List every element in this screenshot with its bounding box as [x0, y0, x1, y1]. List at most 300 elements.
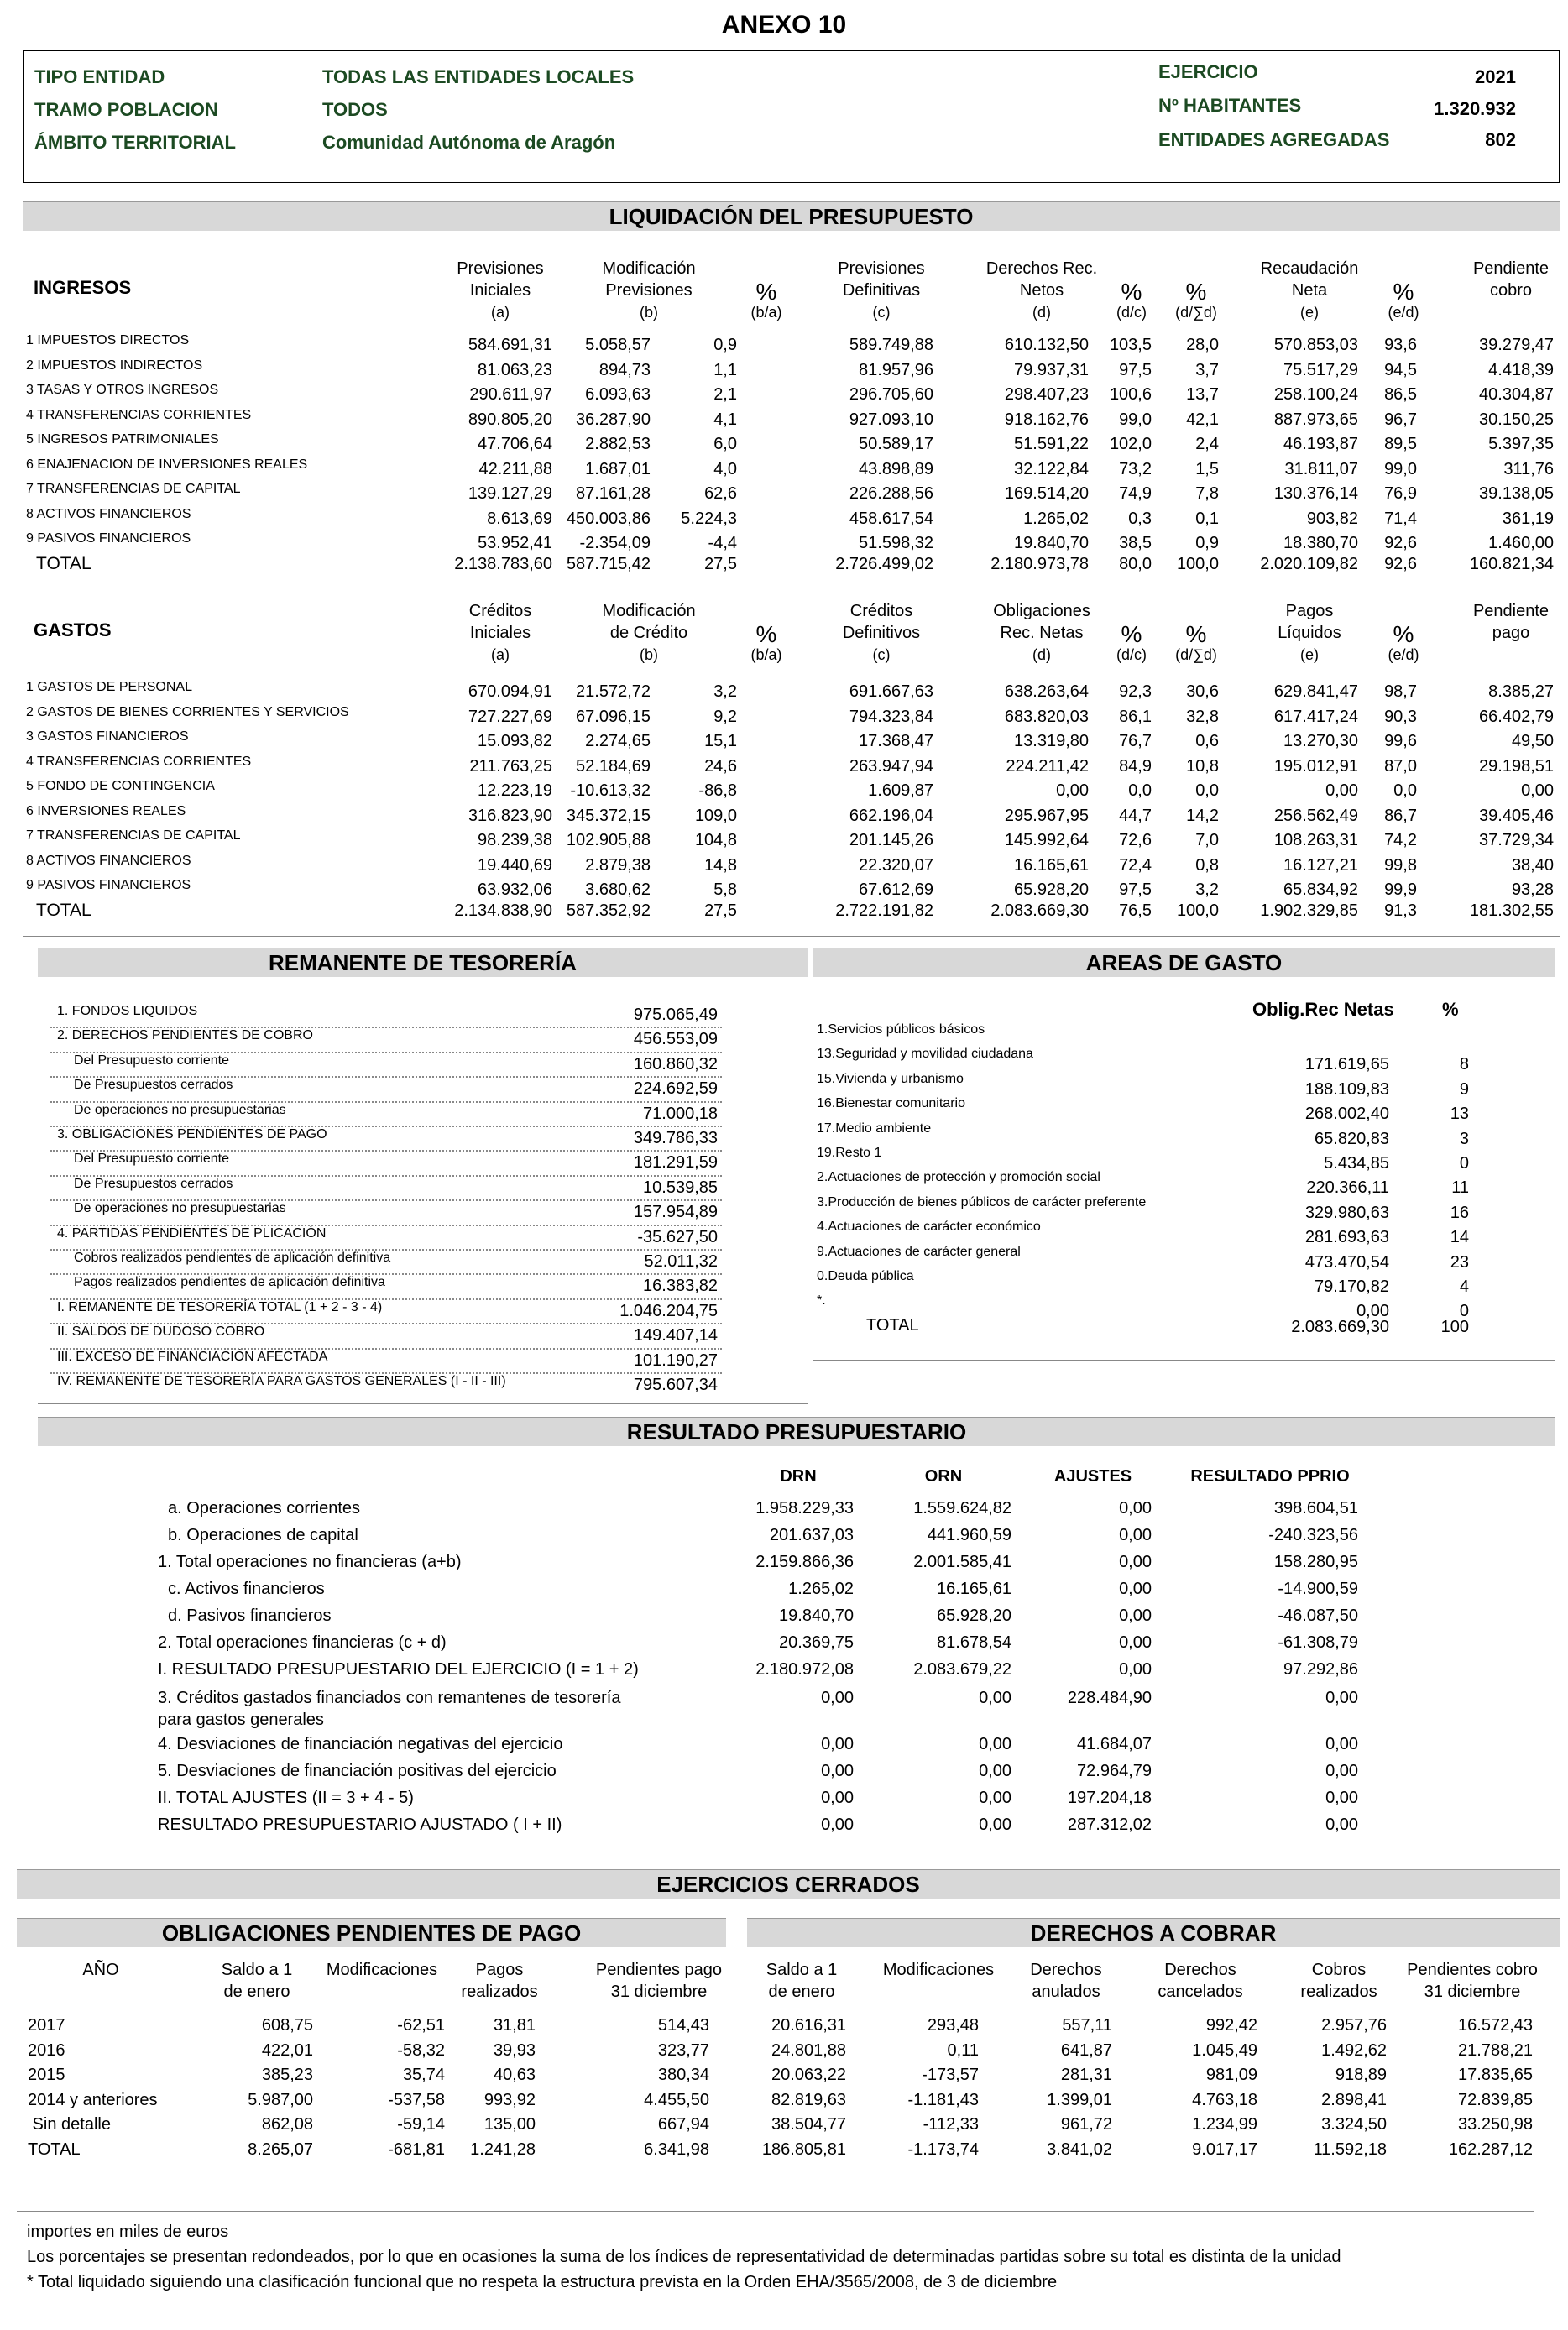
- cerrados-row-value: -537,58: [388, 2090, 445, 2109]
- resultado-row-label: d. Pasivos financieros: [168, 1606, 332, 1625]
- gastos-row-concept: 8 ACTIVOS FINANCIEROS: [26, 853, 191, 868]
- gastos-row-value: 14,2: [1186, 806, 1219, 825]
- remanente-row-label: Pagos realizados pendientes de aplicación definitiva: [74, 1275, 385, 1290]
- gastos-row-value: 93,28: [1511, 880, 1554, 899]
- gastos-row-value: 104,8: [694, 831, 737, 849]
- resultado-row-value: 20.369,75: [779, 1633, 854, 1652]
- gastos-header-l2: %: [1185, 621, 1207, 647]
- cerrados-header-l2: anulados: [1032, 1983, 1100, 2001]
- header-label-ambito: ÁMBITO TERRITORIAL: [34, 132, 236, 153]
- ingresos-header-l1: Previsiones: [838, 259, 925, 278]
- cerrados-header-l1: Modificaciones: [882, 1961, 995, 1979]
- cerrados-header-l2: 31 diciembre: [1424, 1983, 1521, 2001]
- ingresos-row-value: 584.691,31: [468, 336, 552, 354]
- ingresos-row-value: 7,8: [1195, 484, 1219, 503]
- gastos-row-value: 0,6: [1195, 732, 1219, 750]
- gastos-row-value: 10,8: [1186, 756, 1219, 776]
- ingresos-row-value: 73,2: [1119, 459, 1152, 478]
- cerrados-row-value: 8.265,07: [248, 2139, 313, 2159]
- remanente-row-value: 456.553,09: [633, 1030, 718, 1049]
- cerrados-row-value: -681,81: [388, 2139, 445, 2159]
- gastos-row-value: 16.127,21: [1283, 855, 1358, 875]
- gastos-row-value: 24,6: [704, 756, 737, 776]
- ingresos-row-value: 927.093,10: [849, 410, 933, 429]
- gastos-row-value: 99,8: [1384, 855, 1417, 875]
- gastos-header-l1: Obligaciones: [993, 602, 1090, 620]
- ingresos-header-l3: (d): [1032, 304, 1051, 321]
- ingresos-row-value: 79.937,31: [1014, 360, 1089, 379]
- ingresos-row-value: -4,4: [708, 534, 737, 552]
- header-value-ambito: Comunidad Autónoma de Aragón: [322, 132, 616, 153]
- remanente-row-label: Del Presupuesto corriente: [74, 1152, 229, 1167]
- ingresos-row-value: 226.288,56: [849, 484, 933, 503]
- cerrados-header-l1: Saldo a 1: [766, 1961, 838, 1979]
- gastos-row-value: 65.928,20: [1014, 880, 1089, 899]
- gastos-row-value: 727.227,69: [468, 707, 552, 726]
- areas-row-label: 4.Actuaciones de carácter económico: [817, 1220, 1041, 1235]
- remanente-row-value: -35.627,50: [637, 1227, 718, 1246]
- ingresos-row-value: 30.150,25: [1479, 410, 1554, 429]
- resultado-row-value: 0,00: [1119, 1499, 1152, 1518]
- cerrados-row-value: 38.504,77: [771, 2115, 846, 2134]
- cerrados-row-value: 16.572,43: [1458, 2016, 1533, 2035]
- cerrados-row-value: 1.241,28: [470, 2139, 536, 2159]
- ingresos-total-value: 2.020.109,82: [1260, 555, 1358, 573]
- resultado-row-value: 19.840,70: [779, 1606, 854, 1625]
- header-label-entidades: ENTIDADES AGREGADAS: [1158, 129, 1390, 150]
- remanente-row-label: IV. REMANENTE DE TESORERÍA PARA GASTOS GENERALES (I - II - III): [57, 1374, 506, 1388]
- gastos-row-value: 22.320,07: [859, 855, 933, 875]
- gastos-row-concept: 5 FONDO DE CONTINGENCIA: [26, 779, 215, 793]
- ingresos-header-l3: (b/a): [750, 304, 782, 321]
- remanente-row-value: 10.539,85: [643, 1178, 718, 1197]
- gastos-row-value: 98,7: [1384, 682, 1417, 701]
- resultado-row-label: a. Operaciones corrientes: [168, 1499, 361, 1518]
- ingresos-row-value: 894,73: [598, 360, 651, 379]
- gastos-header-l1: Pendiente: [1472, 602, 1550, 620]
- areas-row-value: 65.820,83: [1315, 1129, 1389, 1148]
- ingresos-row-value: 51.598,32: [859, 534, 933, 552]
- ingresos-header-l2: %: [1393, 279, 1414, 305]
- resultado-row-value: 65.928,20: [937, 1606, 1011, 1625]
- areas-row-label: 19.Resto 1: [817, 1146, 882, 1160]
- resultado-row-value: 0,00: [1119, 1526, 1152, 1544]
- cerrados-header-l2: de enero: [223, 1983, 290, 2001]
- ingresos-row-value: 38,5: [1119, 534, 1152, 552]
- gastos-row-concept: 1 GASTOS DE PERSONAL: [26, 680, 192, 694]
- gastos-row-value: 92,3: [1119, 682, 1152, 701]
- areas-title: AREAS DE GASTO: [813, 948, 1555, 977]
- cerrados-row-year: 2015: [28, 2066, 65, 2084]
- areas-row-label: 15.Vivienda y urbanismo: [817, 1071, 964, 1086]
- gastos-header-l2: pago: [1492, 624, 1530, 642]
- cerrados-row-value: 20.616,31: [771, 2016, 846, 2035]
- remanente-row-value: 1.046.204,75: [619, 1301, 718, 1320]
- ingresos-total-value: 80,0: [1119, 555, 1152, 573]
- areas-row-label: 0.Deuda pública: [817, 1269, 914, 1283]
- ingresos-row-value: 51.591,22: [1014, 435, 1089, 453]
- cerrados-row-value: -58,32: [397, 2040, 445, 2060]
- gastos-row-value: 65.834,92: [1283, 880, 1358, 899]
- remanente-row-label: I. REMANENTE DE TESORERÍA TOTAL (1 + 2 - 3 - 4): [57, 1299, 383, 1314]
- gastos-total-value: 76,5: [1119, 901, 1152, 920]
- resultado-header: RESULTADO PPRIO: [1190, 1467, 1350, 1486]
- ingresos-row-value: 5.058,57: [585, 336, 651, 354]
- cerrados-row-value: 961,72: [1060, 2115, 1112, 2134]
- areas-row-value: 188.109,83: [1304, 1079, 1389, 1099]
- ingresos-row-value: 92,6: [1384, 534, 1417, 552]
- areas-row-pct: 16: [1450, 1203, 1469, 1222]
- cerrados-row-value: 6.341,98: [644, 2139, 709, 2159]
- resultado-row-value: 228.484,90: [1067, 1689, 1152, 1707]
- gastos-row-value: 19.440,69: [478, 855, 552, 875]
- ingresos-header-l3: (d/∑d): [1175, 304, 1217, 321]
- gastos-total-value: 2.722.191,82: [835, 901, 933, 920]
- cerrados-row-value: 5.987,00: [248, 2090, 313, 2109]
- ingresos-header-l2: cobro: [1489, 281, 1533, 300]
- ingresos-row-value: 93,6: [1384, 336, 1417, 354]
- cerrados-row-value: 33.250,98: [1458, 2115, 1533, 2134]
- ingresos-row-value: 311,76: [1503, 459, 1554, 478]
- resultado-row-value: 1.958.229,33: [755, 1499, 854, 1518]
- gastos-row-value: 295.967,95: [1004, 806, 1089, 825]
- ingresos-row-value: 0,1: [1195, 509, 1219, 528]
- footnote-functional: * Total liquidado siguiendo una clasificación funcional que no respeta la estructura prevista en la Orden EHA/3565/2008, de 3 de diciembre: [27, 2273, 1058, 2291]
- areas-row-value: 220.366,11: [1306, 1178, 1389, 1198]
- cerrados-row-value: 323,77: [657, 2040, 709, 2060]
- gastos-label: GASTOS: [34, 619, 112, 640]
- cerrados-row-value: 4.455,50: [644, 2090, 709, 2109]
- areas-row-value: 329.980,63: [1304, 1203, 1389, 1222]
- row-separator: [50, 1126, 722, 1127]
- gastos-header-l3: (b): [640, 646, 658, 663]
- resultado-header: ORN: [924, 1467, 963, 1486]
- remanente-row-value: 181.291,59: [633, 1153, 718, 1173]
- gastos-row-value: 629.841,47: [1273, 682, 1358, 701]
- resultado-header: DRN: [780, 1467, 817, 1486]
- ingresos-row-value: 97,5: [1119, 360, 1152, 379]
- cerrados-row-value: 39,93: [493, 2040, 536, 2060]
- gastos-row-value: 195.012,91: [1273, 756, 1358, 776]
- resultado-row-value: 0,00: [1325, 1689, 1358, 1707]
- gastos-total-value: 1.902.329,85: [1260, 901, 1358, 920]
- cerrados-row-value: 31,81: [493, 2016, 536, 2035]
- remanente-row-label: 1. FONDOS LIQUIDOS: [57, 1004, 198, 1018]
- resultado-row-label: II. TOTAL AJUSTES (II = 3 + 4 - 5): [158, 1789, 414, 1807]
- header-label-ejercicio: EJERCICIO: [1158, 61, 1258, 82]
- cerrados-row-value: 9.017,17: [1192, 2139, 1257, 2159]
- cerrados-header-l1: Derechos: [1030, 1961, 1102, 1979]
- resultado-row-value: 0,00: [979, 1789, 1011, 1807]
- ingresos-header-l2: Neta: [1291, 281, 1328, 300]
- cerrados-header-l1: Derechos: [1164, 1961, 1236, 1979]
- gastos-row-value: 99,9: [1384, 880, 1417, 899]
- gastos-row-value: 145.992,64: [1004, 831, 1089, 849]
- gastos-row-value: 84,9: [1119, 756, 1152, 776]
- ingresos-header-l2: %: [755, 279, 777, 305]
- areas-row-label: 17.Medio ambiente: [817, 1121, 932, 1136]
- areas-total-value: 2.083.669,30: [1291, 1318, 1389, 1336]
- remanente-row-label: 2. DERECHOS PENDIENTES DE COBRO: [57, 1028, 313, 1043]
- cerrados-row-value: 186.805,81: [761, 2139, 846, 2159]
- gastos-header-l2: Iniciales: [469, 624, 531, 642]
- ingresos-header-l1: Modificación: [602, 259, 696, 278]
- gastos-row-value: 345.372,15: [566, 806, 651, 825]
- ingresos-row-value: 887.973,65: [1273, 410, 1358, 429]
- resultado-row-label2: para gastos generales: [158, 1711, 324, 1729]
- divider: [38, 1403, 808, 1404]
- resultado-row-value: 2.083.679,22: [913, 1660, 1011, 1679]
- ingresos-row-concept: 4 TRANSFERENCIAS CORRIENTES: [26, 407, 252, 422]
- remanente-row-label: De Presupuestos cerrados: [74, 1176, 233, 1191]
- remanente-row-label: II. SALDOS DE DUDOSO COBRO: [57, 1324, 265, 1340]
- resultado-row-value: 0,00: [979, 1815, 1011, 1834]
- gastos-row-concept: 3 GASTOS FINANCIEROS: [26, 729, 189, 744]
- obligaciones-title: OBLIGACIONES PENDIENTES DE PAGO: [17, 1918, 726, 1947]
- ingresos-row-value: 3,7: [1195, 360, 1219, 379]
- resultado-row-label: b. Operaciones de capital: [168, 1526, 358, 1544]
- gastos-row-value: 211.763,25: [469, 756, 552, 776]
- ingresos-row-value: 4.418,39: [1488, 360, 1554, 379]
- resultado-row-value: 158.280,95: [1273, 1553, 1358, 1571]
- ingresos-row-value: 74,9: [1119, 484, 1152, 503]
- divider: [813, 1360, 1555, 1361]
- ingresos-row-value: 903,82: [1306, 509, 1358, 528]
- footnote-units: importes en miles de euros: [27, 2223, 229, 2241]
- remanente-row-label: 3. OBLIGACIONES PENDIENTES DE PAGO: [57, 1127, 327, 1141]
- resultado-row-value: 197.204,18: [1067, 1789, 1152, 1807]
- cerrados-row-value: -59,14: [397, 2115, 445, 2134]
- areas-row-value: 281.693,63: [1304, 1228, 1389, 1247]
- header-label-tramo: TRAMO POBLACION: [34, 99, 218, 120]
- cerrados-row-year: 2017: [28, 2016, 65, 2035]
- resultado-row-label: c. Activos financieros: [168, 1580, 325, 1598]
- cerrados-row-value: 380,34: [657, 2066, 709, 2084]
- row-separator: [50, 1323, 722, 1324]
- resultado-row-value: -46.087,50: [1278, 1606, 1358, 1625]
- ingresos-row-value: 1,5: [1195, 459, 1219, 478]
- ingresos-row-value: 1.687,01: [585, 459, 651, 478]
- header-value-entidades: 802: [1485, 129, 1516, 150]
- cerrados-row-value: 72.839,85: [1458, 2090, 1533, 2109]
- ingresos-row-value: 450.003,86: [566, 509, 651, 528]
- ingresos-total-value: 587.715,42: [566, 555, 651, 573]
- resultado-row-value: 0,00: [821, 1689, 854, 1707]
- cerrados-row-value: 862,08: [261, 2115, 313, 2134]
- ingresos-row-concept: 1 IMPUESTOS DIRECTOS: [26, 333, 190, 347]
- cerrados-title: EJERCICIOS CERRADOS: [17, 1869, 1560, 1899]
- row-separator: [50, 1052, 722, 1053]
- gastos-row-value: 691.667,63: [849, 682, 933, 701]
- gastos-row-value: 13.319,80: [1014, 732, 1089, 750]
- gastos-row-value: 617.417,24: [1273, 707, 1358, 726]
- resultado-row-label: 4. Desviaciones de financiación negativas del ejercicio: [158, 1735, 563, 1753]
- gastos-row-value: 0,00: [1056, 781, 1089, 800]
- areas-row-label: *.: [817, 1293, 826, 1309]
- resultado-row-value: 72.964,79: [1077, 1762, 1152, 1780]
- cerrados-row-value: 557,11: [1062, 2016, 1112, 2035]
- cerrados-row-value: 0,11: [947, 2040, 979, 2060]
- gastos-row-value: 38,40: [1511, 855, 1554, 875]
- ingresos-row-value: 18.380,70: [1283, 534, 1358, 552]
- ingresos-header-l3: (e): [1300, 304, 1319, 321]
- cerrados-row-value: 3.841,02: [1047, 2139, 1112, 2159]
- gastos-row-value: 316.823,90: [468, 806, 552, 825]
- cerrados-year-header: AÑO: [82, 1961, 119, 1979]
- gastos-header-l3: (a): [491, 646, 510, 663]
- gastos-row-value: 76,7: [1119, 732, 1152, 750]
- ingresos-row-value: 42.211,88: [478, 459, 552, 478]
- cerrados-row-year: 2016: [28, 2040, 65, 2060]
- ingresos-row-value: 62,6: [704, 484, 737, 503]
- gastos-row-value: 30,6: [1186, 682, 1219, 701]
- cerrados-row-year: 2014 y anteriores: [28, 2090, 158, 2109]
- ingresos-header-l2: %: [1121, 279, 1142, 305]
- gastos-row-value: 3.680,62: [585, 880, 651, 899]
- ingresos-row-value: 6.093,63: [585, 385, 651, 404]
- cerrados-row-value: 422,01: [261, 2040, 313, 2060]
- resultado-row-value: 2.001.585,41: [913, 1553, 1011, 1571]
- gastos-row-value: 2.879,38: [585, 855, 651, 875]
- gastos-row-value: 39.405,46: [1479, 806, 1554, 825]
- cerrados-row-value: 608,75: [261, 2016, 313, 2035]
- ingresos-row-value: 298.407,23: [1004, 385, 1089, 404]
- ingresos-row-value: 0,3: [1128, 509, 1152, 528]
- ingresos-row-value: 130.376,14: [1273, 484, 1358, 503]
- gastos-total-label: TOTAL: [36, 901, 91, 920]
- ingresos-row-value: 89,5: [1384, 435, 1417, 453]
- gastos-row-value: 86,1: [1119, 707, 1152, 726]
- ingresos-row-value: 99,0: [1119, 410, 1152, 429]
- gastos-row-value: 8.385,27: [1488, 682, 1554, 701]
- gastos-row-value: 13.270,30: [1283, 732, 1358, 750]
- gastos-header-l1: Pagos: [1285, 602, 1334, 620]
- gastos-row-value: 67.096,15: [576, 707, 651, 726]
- gastos-row-value: 72,6: [1119, 831, 1152, 849]
- ingresos-row-value: 100,6: [1109, 385, 1152, 404]
- resultado-row-label: I. RESULTADO PRESUPUESTARIO DEL EJERCICIO (I = 1 + 2): [158, 1660, 639, 1679]
- ingresos-row-value: 47.706,64: [478, 435, 552, 453]
- header-label-tipo: TIPO ENTIDAD: [34, 66, 165, 87]
- gastos-header-l1: Créditos: [468, 602, 532, 620]
- areas-row-label: 2.Actuaciones de protección y promoción social: [817, 1170, 1100, 1185]
- ingresos-row-concept: 6 ENAJENACION DE INVERSIONES REALES: [26, 457, 308, 472]
- cerrados-row-value: 667,94: [657, 2115, 709, 2134]
- cerrados-header-l2: cancelados: [1158, 1983, 1243, 2001]
- cerrados-row-year: TOTAL: [28, 2139, 81, 2159]
- ingresos-header-l1: Pendiente: [1472, 259, 1550, 278]
- divider: [17, 2211, 1534, 2212]
- cerrados-header-l1: Pagos: [475, 1961, 524, 1979]
- ingresos-row-value: 71,4: [1384, 509, 1417, 528]
- gastos-header-l3: (d): [1032, 646, 1051, 663]
- ingresos-label: INGRESOS: [34, 277, 132, 298]
- resultado-row-label: 5. Desviaciones de financiación positivas del ejercicio: [158, 1762, 557, 1780]
- gastos-row-value: 0,00: [1325, 781, 1358, 800]
- cerrados-row-value: 918,89: [1335, 2066, 1387, 2084]
- header-value-tipo: TODAS LAS ENTIDADES LOCALES: [322, 66, 635, 87]
- resultado-row-value: 0,00: [1119, 1580, 1152, 1598]
- gastos-row-value: 638.263,64: [1004, 682, 1089, 701]
- resultado-row-value: 97.292,86: [1283, 1660, 1358, 1679]
- ingresos-header-l2: Netos: [1019, 281, 1064, 300]
- resultado-row-value: 441.960,59: [927, 1526, 1011, 1544]
- remanente-row-label: De Presupuestos cerrados: [74, 1078, 233, 1093]
- resultado-row-value: 0,00: [979, 1735, 1011, 1753]
- gastos-header-l3: (d/∑d): [1175, 646, 1217, 663]
- ingresos-row-concept: 8 ACTIVOS FINANCIEROS: [26, 506, 191, 521]
- resultado-row-value: 0,00: [1325, 1815, 1358, 1834]
- gastos-row-value: 1.609,87: [868, 781, 933, 800]
- gastos-total-value: 2.134.838,90: [454, 901, 552, 920]
- cerrados-row-value: 1.492,62: [1321, 2040, 1387, 2060]
- cerrados-row-value: 40,63: [493, 2066, 536, 2084]
- cerrados-row-value: -173,57: [922, 2066, 979, 2084]
- gastos-row-value: 662.196,04: [849, 806, 933, 825]
- ingresos-row-value: 610.132,50: [1004, 336, 1089, 354]
- gastos-row-value: 0,0: [1128, 781, 1152, 800]
- resultado-title: RESULTADO PRESUPUESTARIO: [38, 1417, 1555, 1446]
- areas-row-pct: 0: [1459, 1302, 1469, 1321]
- gastos-row-value: 15,1: [704, 732, 737, 750]
- resultado-row-value: 81.678,54: [937, 1633, 1011, 1652]
- gastos-row-value: 16.165,61: [1014, 855, 1089, 875]
- ingresos-row-value: 139.127,29: [468, 484, 552, 503]
- gastos-row-value: 72,4: [1119, 855, 1152, 875]
- cerrados-row-value: 981,09: [1205, 2066, 1257, 2084]
- ingresos-row-value: 13,7: [1186, 385, 1219, 404]
- ingresos-header-l2: Definitivas: [842, 281, 921, 300]
- ingresos-row-value: 42,1: [1186, 410, 1219, 429]
- areas-header-oblig: Oblig.Rec Netas: [1252, 999, 1394, 1020]
- gastos-row-concept: 7 TRANSFERENCIAS DE CAPITAL: [26, 828, 241, 843]
- gastos-header-l3: (c): [872, 646, 891, 663]
- gastos-row-value: 794.323,84: [849, 707, 933, 726]
- ingresos-row-value: 5.224,3: [681, 509, 737, 528]
- ingresos-header-l2: %: [1185, 279, 1207, 305]
- cerrados-header-l1: Pendientes pago: [595, 1961, 723, 1979]
- areas-total-label: TOTAL: [866, 1316, 919, 1335]
- header-box: [23, 50, 1560, 183]
- ingresos-row-value: 32.122,84: [1014, 459, 1089, 478]
- areas-row-pct: 3: [1459, 1129, 1469, 1148]
- remanente-row-label: De operaciones no presupuestarias: [74, 1201, 286, 1216]
- cerrados-row-value: 35,74: [402, 2066, 445, 2084]
- ingresos-total-value: 27,5: [704, 555, 737, 573]
- cerrados-row-value: -1.181,43: [907, 2090, 979, 2109]
- areas-row-label: 1.Servicios públicos básicos: [817, 1022, 985, 1037]
- gastos-row-value: 263.947,94: [849, 756, 933, 776]
- gastos-row-value: 7,0: [1195, 831, 1219, 849]
- remanente-row-value: 71.000,18: [643, 1104, 718, 1123]
- row-separator: [50, 1225, 722, 1226]
- ingresos-row-value: 2.882,53: [585, 435, 651, 453]
- gastos-row-value: 86,7: [1384, 806, 1417, 825]
- cerrados-row-value: 1.399,01: [1047, 2090, 1112, 2109]
- cerrados-row-value: 17.835,65: [1458, 2066, 1533, 2084]
- ingresos-row-value: 39.279,47: [1479, 336, 1554, 354]
- areas-row-label: 3.Producción de bienes públicos de carácter preferente: [817, 1194, 1147, 1209]
- ingresos-row-value: 94,5: [1384, 360, 1417, 379]
- cerrados-row-value: 24.801,88: [771, 2040, 846, 2060]
- row-separator: [50, 1273, 722, 1275]
- ingresos-header-l1: Recaudación: [1260, 259, 1359, 278]
- resultado-header: AJUSTES: [1053, 1467, 1132, 1486]
- gastos-row-value: 0,00: [1521, 781, 1554, 800]
- cerrados-header-l1: Cobros: [1311, 1961, 1367, 1979]
- ingresos-row-value: 102,0: [1109, 435, 1152, 453]
- ingresos-row-value: 87.161,28: [576, 484, 651, 503]
